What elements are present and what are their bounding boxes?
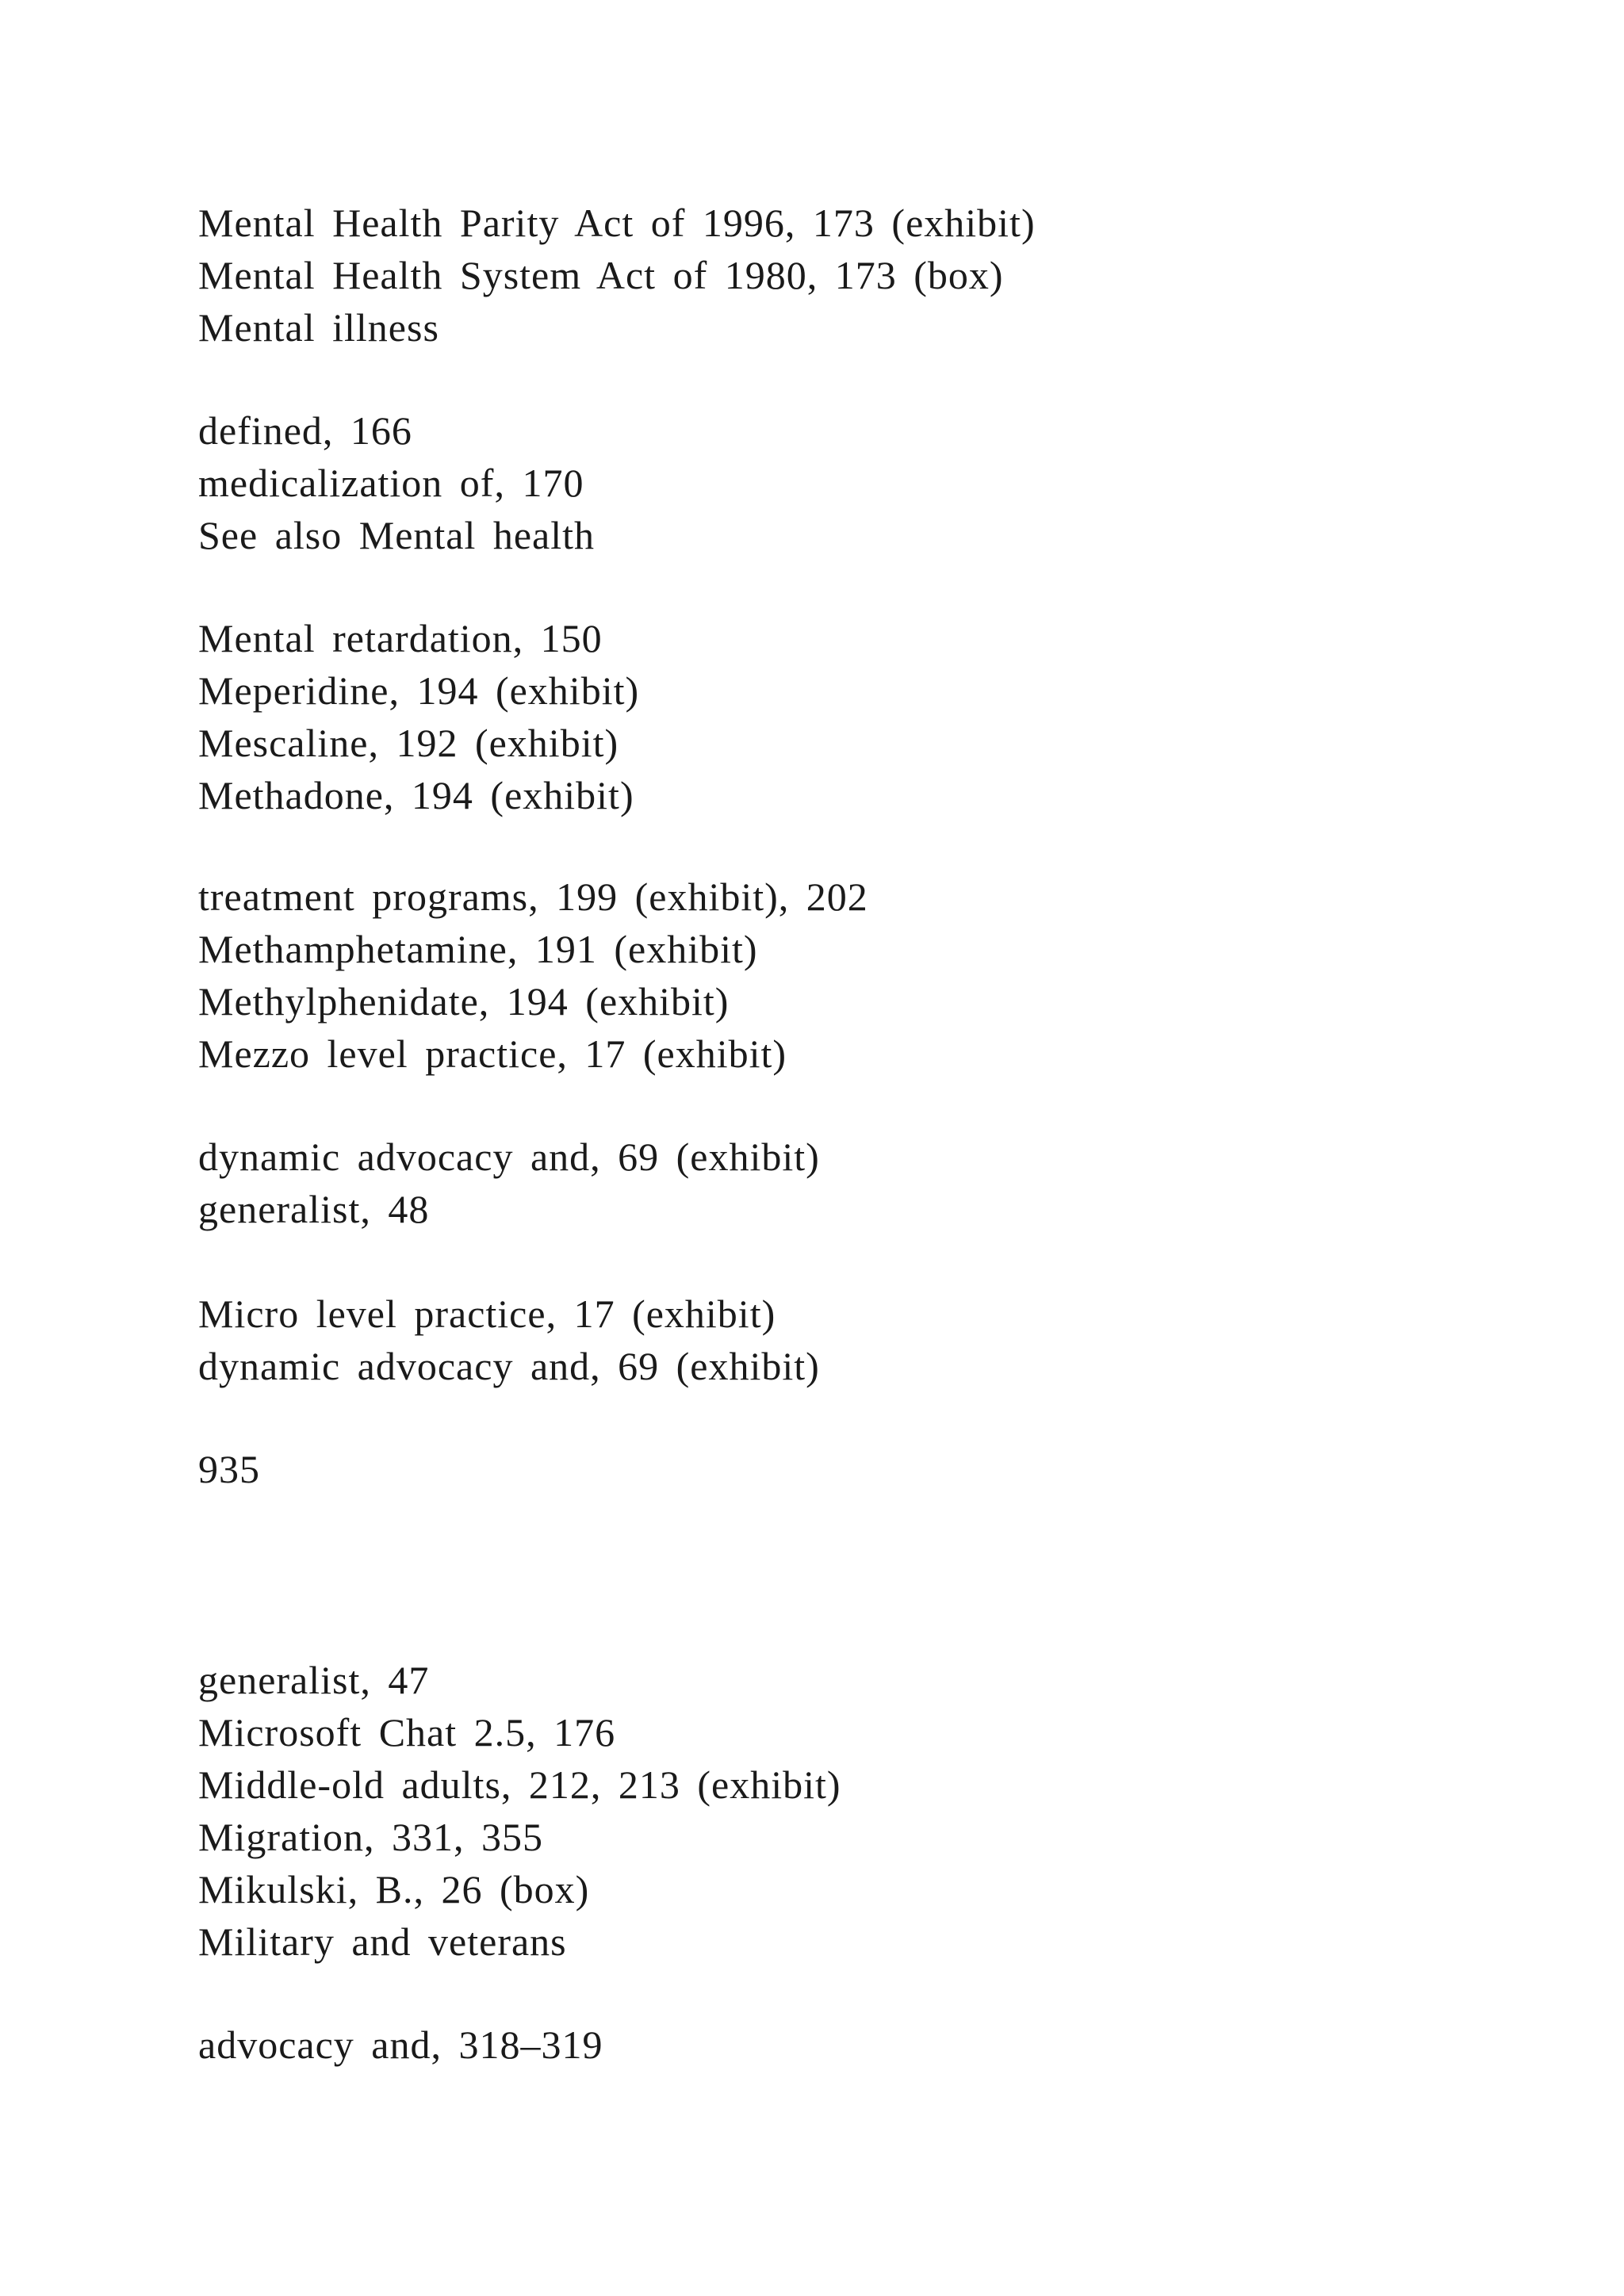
index-block-3 — [198, 612, 639, 821]
index-entry: Mescaline, 192 (exhibit) — [198, 721, 619, 765]
index-entry: Migration, 331, 355 — [198, 1815, 543, 1859]
index-subentry: generalist, 48 — [198, 1187, 430, 1231]
index-entry: Meperidine, 194 (exhibit) — [198, 668, 640, 713]
index-entry: Mental illness — [198, 305, 439, 350]
index-entry: Microsoft Chat 2.5, 176 — [198, 1710, 616, 1755]
index-entry: Micro level practice, 17 (exhibit) — [198, 1292, 776, 1336]
index-entry: Mikulski, B., 26 (box) — [198, 1867, 590, 1911]
index-block-6 — [198, 1288, 820, 1392]
index-entry: Methadone, 194 (exhibit) — [198, 773, 634, 817]
index-block-7 — [198, 1654, 841, 1968]
index-subentry: dynamic advocacy and, 69 (exhibit) — [198, 1344, 820, 1388]
index-page — [198, 0, 1546, 2296]
index-subentry: advocacy and, 318–319 — [198, 2022, 603, 2067]
index-entry: Mental Health Parity Act of 1996, 173 (exhibit) — [198, 201, 1036, 245]
index-entry: Military and veterans — [198, 1919, 567, 1964]
index-entry: Methamphetamine, 191 (exhibit) — [198, 927, 758, 971]
index-entry: Mental retardation, 150 — [198, 616, 603, 660]
index-entry: Methylphenidate, 194 (exhibit) — [198, 979, 730, 1024]
index-subentry: defined, 166 — [198, 408, 412, 453]
index-subentry: treatment programs, 199 (exhibit), 202 — [198, 874, 868, 919]
index-block-1 — [198, 197, 1036, 354]
index-entry: Mental Health System Act of 1980, 173 (box) — [198, 253, 1004, 297]
index-subentry: generalist, 47 — [198, 1658, 430, 1702]
index-subentry: See also Mental health — [198, 513, 596, 557]
page-number: 935 — [198, 1447, 260, 1491]
index-entry: Middle-old adults, 212, 213 (exhibit) — [198, 1762, 841, 1807]
index-subentry: dynamic advocacy and, 69 (exhibit) — [198, 1135, 820, 1179]
index-subentry: medicalization of, 170 — [198, 461, 584, 505]
index-block-4 — [198, 871, 868, 1080]
index-block-2 — [198, 404, 595, 561]
index-block-8 — [198, 2019, 603, 2071]
index-block-5 — [198, 1131, 820, 1235]
index-entry: Mezzo level practice, 17 (exhibit) — [198, 1031, 787, 1076]
